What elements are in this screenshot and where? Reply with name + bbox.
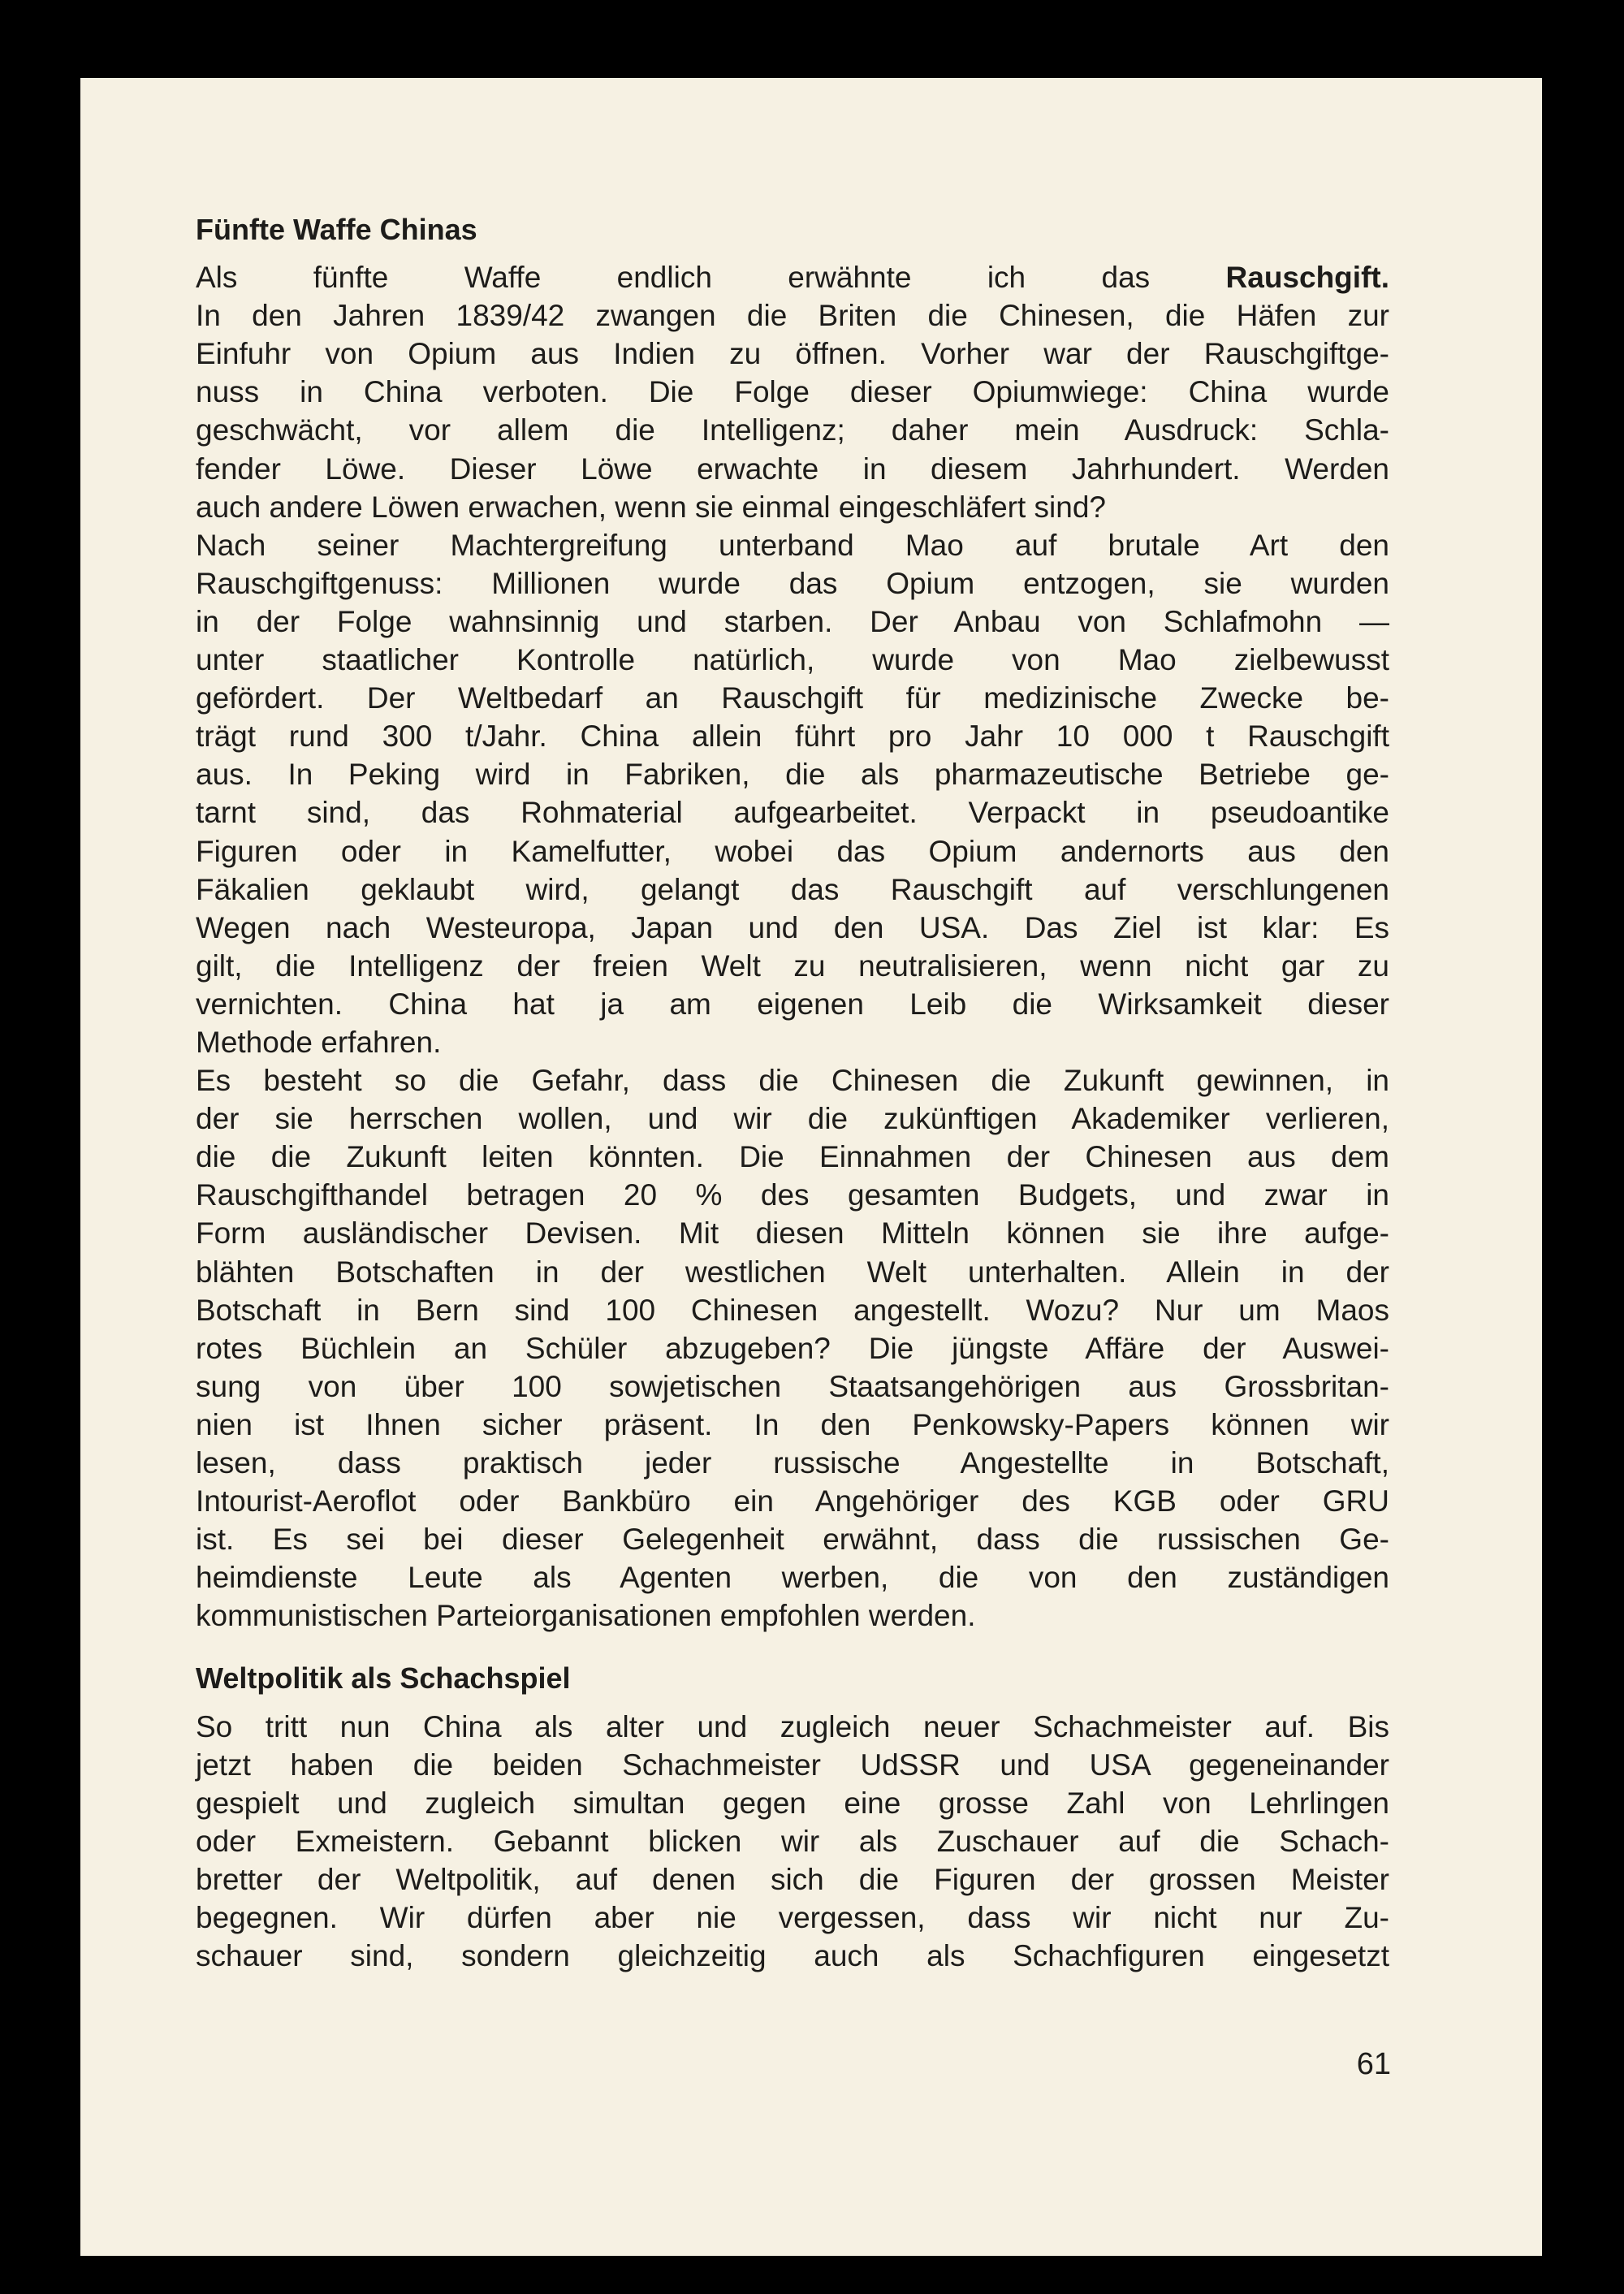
text-line: So tritt nun China als alter und zugleich neuer Schachmeister auf. Bis [196, 1709, 1389, 1743]
text-line: Rauschgifthandel betragen 20 % des gesamten Budgets, und zwar in [196, 1178, 1389, 1212]
text-line: schauer sind, sondern gleichzeitig auch als Schachfiguren eingesetzt [196, 1939, 1389, 1973]
text-line: Einfuhr von Opium aus Indien zu öffnen. Vorher war der Rauschgiftge- [196, 337, 1389, 371]
text-line: unter staatlicher Kontrolle natürlich, wurde von Mao zielbewusst [196, 643, 1389, 677]
text-line: gespielt und zugleich simultan gegen eine grosse Zahl von Lehrlingen [196, 1786, 1389, 1820]
text-line: begegnen. Wir dürfen aber nie vergessen, dass wir nicht nur Zu- [196, 1901, 1389, 1935]
text-line: bretter der Weltpolitik, auf denen sich die Figuren der grossen Meister [196, 1862, 1389, 1896]
text-line: auch andere Löwen erwachen, wenn sie einmal eingeschläfert sind? [196, 490, 1106, 524]
text-line: kommunistischen Parteiorganisationen empfohlen werden. [196, 1599, 976, 1633]
text-line: Botschaft in Bern sind 100 Chinesen angestellt. Wozu? Nur um Maos [196, 1293, 1389, 1327]
page-number: 61 [1356, 2047, 1391, 2081]
text-line: Figuren oder in Kamelfutter, wobei das Opium andernorts aus den [196, 834, 1389, 868]
text-line: die die Zukunft leiten könnten. Die Einnahmen der Chinesen aus dem [196, 1140, 1389, 1174]
page-text [196, 210, 1389, 1975]
text-line: tarnt sind, das Rohmaterial aufgearbeitet. Verpackt in pseudoantike [196, 796, 1389, 830]
intro-text: Als fünfte Waffe endlich erwähnte ich das [196, 261, 1226, 295]
text-line: aus. In Peking wird in Fabriken, die als pharmazeutische Betriebe ge- [196, 758, 1389, 792]
text-line: gilt, die Intelligenz der freien Welt zu neutralisieren, wenn nicht gar zu [196, 948, 1389, 983]
text-line: ist. Es sei bei dieser Gelegenheit erwähnt, dass die russischen Ge- [196, 1523, 1389, 1557]
text-line: Rauschgiftgenuss: Millionen wurde das Opium entzogen, sie wurden [196, 566, 1389, 600]
text-line: nien ist Ihnen sicher präsent. In den Penkowsky-Papers können wir [196, 1407, 1389, 1441]
text-line: Es besteht so die Gefahr, dass die Chinesen die Zukunft gewinnen, in [196, 1064, 1389, 1098]
text-line: sung von über 100 sowjetischen Staatsangehörigen aus Grossbritan- [196, 1369, 1389, 1403]
text-line: lesen, dass praktisch jeder russische Angestellte in Botschaft, [196, 1446, 1389, 1480]
text-line: Intourist-Aeroflot oder Bankbüro ein Angehöriger des KGB oder GRU [196, 1484, 1389, 1519]
text-line: Nach seiner Machtergreifung unterband Mao auf brutale Art den [196, 528, 1389, 562]
section-paragraphs [196, 1708, 1389, 1976]
intro-bold-term: Rauschgift. [1225, 261, 1389, 295]
text-line: trägt rund 300 t/Jahr. China allein führt pro Jahr 10 000 t Rauschgift [196, 719, 1389, 754]
text-line: heimdienste Leute als Agenten werben, die von den zuständigen [196, 1561, 1389, 1595]
text-line: oder Exmeistern. Gebannt blicken wir als Zuschauer auf die Schach- [196, 1824, 1389, 1858]
text-line: Fäkalien geklaubt wird, gelangt das Rauschgift auf verschlungenen [196, 872, 1389, 906]
text-line: rotes Büchlein an Schüler abzugeben? Die jüngste Affäre der Auswei- [196, 1331, 1389, 1365]
text-line: fender Löwe. Dieser Löwe erwachte in diesem Jahrhundert. Werden [196, 451, 1389, 486]
text-line: In den Jahren 1839/42 zwangen die Briten die Chinesen, die Häfen zur [196, 299, 1389, 333]
text-line: Wegen nach Westeuropa, Japan und den USA. Das Ziel ist klar: Es [196, 910, 1389, 944]
section-paragraphs [196, 296, 1389, 1635]
text-line: blähten Botschaften in der westlichen Welt unterhalten. Allein in der [196, 1255, 1389, 1289]
section-heading: Weltpolitik als Schachspiel [196, 1661, 571, 1696]
text-line: der sie herrschen wollen, und wir die zukünftigen Akademiker verlieren, [196, 1102, 1389, 1136]
section-heading: Fünfte Waffe Chinas [196, 213, 477, 246]
text-line: nuss in China verboten. Die Folge dieser Opiumwiege: China wurde [196, 375, 1389, 409]
text-line: jetzt haben die beiden Schachmeister UdSSR und USA gegeneinander [196, 1748, 1389, 1782]
text-line: Form ausländischer Devisen. Mit diesen Mitteln können sie ihre aufge- [196, 1216, 1389, 1251]
text-line: geschwächt, vor allem die Intelligenz; daher mein Ausdruck: Schla- [196, 413, 1389, 447]
intro-line [196, 258, 1389, 296]
text-line: in der Folge wahnsinnig und starben. Der Anbau von Schlafmohn — [196, 604, 1389, 638]
text-line: Methode erfahren. [196, 1025, 442, 1059]
text-line: gefördert. Der Weltbedarf an Rauschgift für medizinische Zwecke be- [196, 681, 1389, 715]
text-line: vernichten. China hat ja am eigenen Leib die Wirksamkeit dieser [196, 987, 1389, 1021]
